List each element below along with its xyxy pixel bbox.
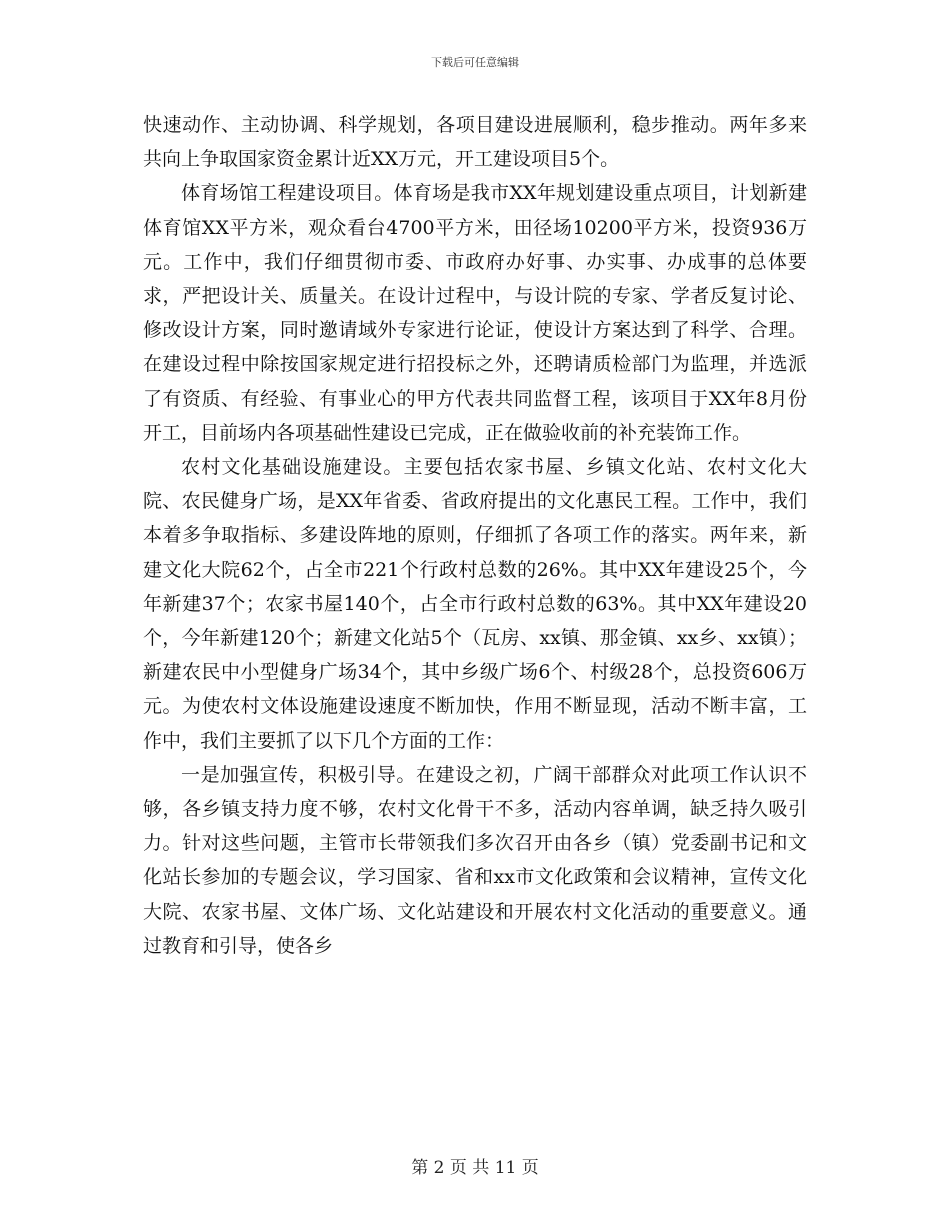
page-header: 下载后可任意编辑 xyxy=(431,56,519,69)
paragraph-continued: 快速动作、主动协调、科学规划，各项目建设进展顺利，稳步推动。两年多来共向上争取国家资金累计近XX万元，开工建设项目5个。 xyxy=(143,114,807,171)
total-pages: 11 xyxy=(494,1158,517,1178)
document-body xyxy=(143,108,807,963)
page-label-prefix: 第 xyxy=(411,1158,429,1178)
page-label-suffix: 页 xyxy=(521,1158,539,1178)
paragraph-stadium-project: 体育场馆工程建设项目。体育场是我市XX年规划建设重点项目，计划新建体育馆XX平方米，观众看台4700平方米，田径场10200平方米，投资936万元。工作中，我们仔细贯彻市委、市政府办好事、办实事、办成事的总体要求，严把设计关、质量关。在设计过程中，与设计院的专家、学者反复讨论、修改设计方案，同时邀请域外专家进行论证，使设计方案达到了科学、合理。在建设过程中除按国家规定进行招投标之外，还聘请质检部门为监理，并选派了有资质、有经验、有事业心的甲方代表共同监督工程，该项目于XX年8月份开工，目前场内各项基础性建设已完成，正在做验收前的补充装饰工作。 xyxy=(143,182,807,444)
paragraph-publicity: 一是加强宣传，积极引导。在建设之初，广阔干部群众对此项工作认识不够，各乡镇支持力度不够，农村文化骨干不多，活动内容单调，缺乏持久吸引力。针对这些问题，主管市长带领我们多次召开由各乡（镇）党委副书记和文化站长参加的专题会议，学习国家、省和xx市文化政策和会议精神，宣传文化大院、农家书屋、文体广场、文化站建设和开展农村文化活动的重要意义。通过教育和引导，使各乡 xyxy=(143,763,807,957)
page-footer xyxy=(0,1153,950,1178)
paragraph-rural-culture: 农村文化基础设施建设。主要包括农家书屋、乡镇文化站、农村文化大院、农民健身广场，是XX年省委、省政府提出的文化惠民工程。工作中，我们本着多争取指标、多建设阵地的原则，仔细抓了各项工作的落实。两年来，新建文化大院62个，占全市221个行政村总数的26%。其中XX年建设25个，今年新建37个；农家书屋140个，占全市行政村总数的63%。其中XX年建设20个，今年新建120个；新建文化站5个（瓦房、xx镇、那金镇、xx乡、xx镇）；新建农民中小型健身广场34个，其中乡级广场6个、村级28个，总投资606万元。为使农村文体设施建设速度不断加快，作用不断显现，活动不断丰富，工作中，我们主要抓了以下几个方面的工作： xyxy=(143,456,807,752)
page-number: 2 xyxy=(433,1158,445,1178)
page-label-mid: 页 共 xyxy=(449,1158,490,1178)
